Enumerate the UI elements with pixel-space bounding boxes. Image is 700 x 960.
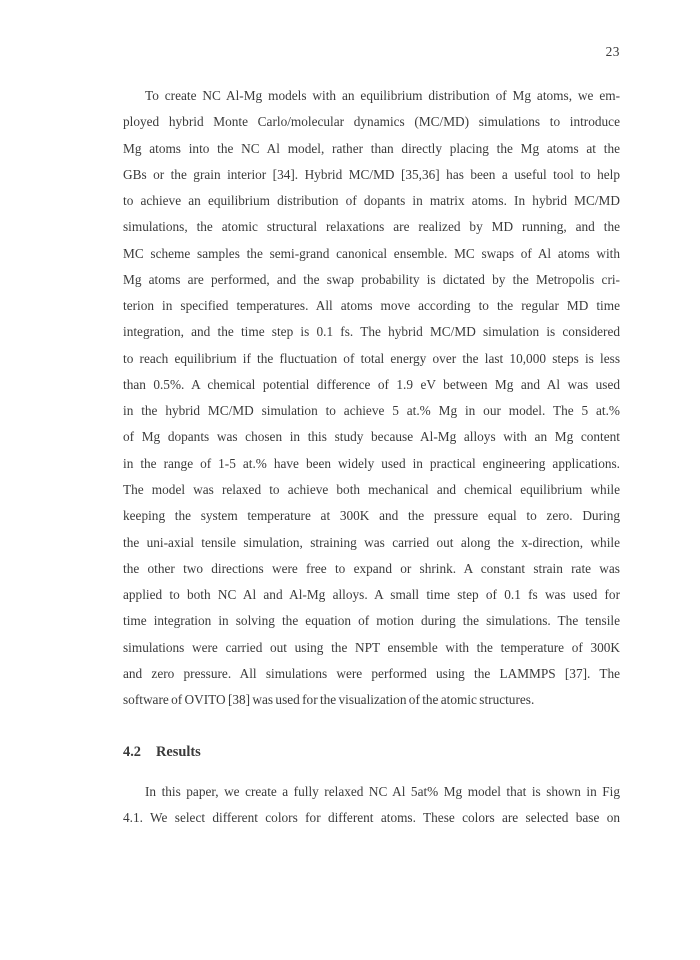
paragraph-results	[123, 779, 620, 832]
text-line: MC scheme samples the semi-grand canonical ensemble. MC swaps of Al atoms with	[123, 245, 620, 261]
text-line: software of OVITO [38] was used for the visualization of the atomic structures.	[123, 692, 535, 708]
text-line: time integration in solving the equation of motion during the simulations. The tensile	[123, 613, 620, 629]
text-line: To create NC Al-Mg models with an equilibrium distribution of Mg atoms, we em-	[145, 88, 620, 103]
text-line: simulations, the atomic structural relaxations are realized by MD running, and the	[123, 219, 620, 235]
text-line: than 0.5%. A chemical potential difference of 1.9 eV between Mg and Al was used	[123, 376, 620, 392]
text-line: to achieve an equilibrium distribution of dopants in matrix atoms. In hybrid MC/MD	[123, 193, 620, 209]
section-heading	[123, 745, 201, 761]
paragraph-methods	[123, 83, 620, 713]
text-line: Mg atoms into the NC Al model, rather than directly placing the Mg atoms at the	[123, 140, 620, 156]
text-line: the uni-axial tensile simulation, straining was carried out along the x-direction, while	[123, 534, 620, 550]
text-line: In this paper, we create a fully relaxed NC Al 5at% Mg model that is shown in Fig	[145, 784, 620, 799]
text-line: in the hybrid MC/MD simulation to achieve 5 at.% Mg in our model. The 5 at.%	[123, 403, 620, 419]
text-line: The model was relaxed to achieve both mechanical and chemical equilibrium while	[123, 481, 620, 497]
text-line: in the range of 1-5 at.% have been widely used in practical engineering applications.	[123, 455, 620, 471]
text-line: and zero pressure. All simulations were performed using the LAMMPS [37]. The	[123, 665, 620, 681]
text-line: 4.1. We select different colors for different atoms. These colors are selected base on	[123, 810, 620, 826]
text-line: the other two directions were free to expand or shrink. A constant strain rate was	[123, 560, 620, 576]
page-number: 23	[605, 44, 620, 59]
text-line: ployed hybrid Monte Carlo/molecular dynamics (MC/MD) simulations to introduce	[123, 114, 620, 130]
text-line: to reach equilibrium if the fluctuation of total energy over the last 10,000 steps is less	[123, 350, 620, 366]
text-line: terion in specified temperatures. All atoms move according to the regular MD time	[123, 298, 620, 314]
text-line: of Mg dopants was chosen in this study because Al-Mg alloys with an Mg content	[123, 429, 620, 445]
text-line: GBs or the grain interior [34]. Hybrid MC/MD [35,36] has been a useful tool to help	[123, 166, 620, 182]
text-line: keeping the system temperature at 300K and the pressure equal to zero. During	[123, 508, 620, 524]
text-line: Mg atoms are performed, and the swap probability is dictated by the Metropolis cri-	[123, 271, 620, 287]
section-title: Results	[156, 744, 201, 760]
text-line: integration, and the time step is 0.1 fs. The hybrid MC/MD simulation is considered	[123, 324, 620, 340]
section-number: 4.2	[123, 744, 141, 760]
text-line: simulations were carried out using the NPT ensemble with the temperature of 300K	[123, 639, 620, 655]
text-line: applied to both NC Al and Al-Mg alloys. A small time step of 0.1 fs was used for	[123, 587, 620, 603]
